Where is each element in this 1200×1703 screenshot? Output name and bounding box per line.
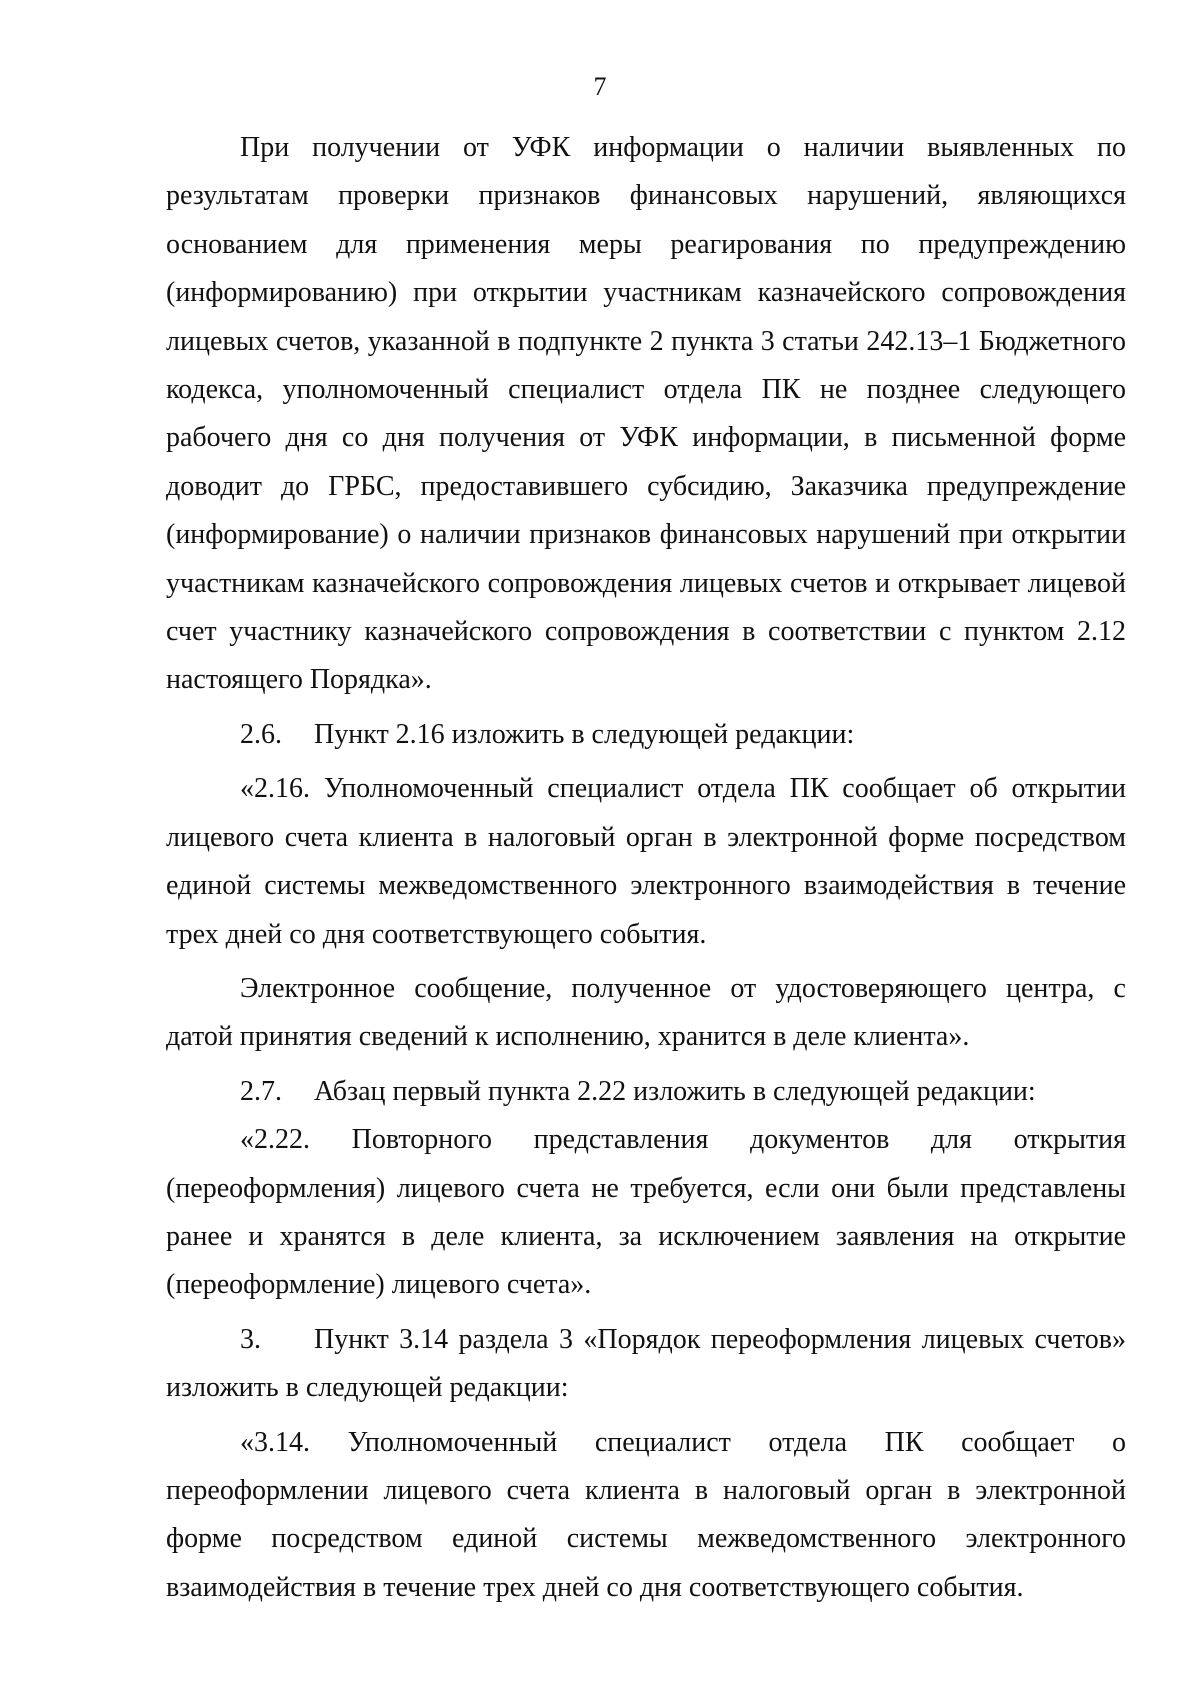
paragraph-3-14: «3.14. Уполномоченный специалист отдела ПК сообщает о переоформлении лицевого счета клиента в налоговый орган в электронной форме посредством единой системы межведомственного электронного взаимодействия в течение трех дней со дня соответствующего события. (166, 1426, 1126, 1603)
item-2-7 (166, 1068, 1126, 1116)
item-2-6-number: 2.6. (240, 718, 282, 750)
item-3 (166, 1316, 1126, 1413)
paragraph-2-16: «2.16. Уполномоченный специалист отдела ПК сообщает об открытии лицевого счета клиента в налоговый орган в электронной форме посредством единой системы межведомственного электронного взаимодействия в течение трех дней со дня соответствующего события. (166, 773, 1126, 950)
item-3-text: Пункт 3.14 раздела 3 «Порядок переоформления лицевых счетов» изложить в следующей редакции: (166, 1323, 1126, 1404)
page-number: 7 (593, 72, 607, 101)
item-3-number: 3. (240, 1323, 261, 1355)
item-2-7-text: Абзац первый пункта 2.22 изложить в следующей редакции: (314, 1075, 1036, 1107)
paragraph-electronic-message: Электронное сообщение, полученное от удостоверяющего центра, с датой принятия сведений к исполнению, хранится в деле клиента». (166, 972, 1126, 1053)
item-2-6-text: Пункт 2.16 изложить в следующей редакции: (314, 718, 855, 750)
item-2-6 (166, 711, 1126, 759)
item-2-7-number: 2.7. (240, 1075, 282, 1107)
paragraph-2-22: «2.22. Повторного представления документов для открытия (переоформления) лицевого счета не требуется, если они были представлены ранее и хранятся в деле клиента, за исключением заявления на открытие (переоформление) лицевого счета». (166, 1124, 1126, 1301)
document-body (166, 124, 1126, 1612)
paragraph-warning-info: При получении от УФК информации о наличии выявленных по результатам проверки признаков финансовых нарушений, являющихся основанием для применения меры реагирования по предупреждению (информированию) при открытии участникам казначейского сопровождения лицевых счетов, указанной в подпункте 2 пункта 3 статьи 242.13–1 Бюджетного кодекса, уполномоченный специалист отдела ПК не позднее следующего рабочего дня со дня получения от УФК информации, в письменной форме доводит до ГРБС, предоставившего субсидию, Заказчика предупреждение (информирование) о наличии признаков финансовых нарушений при открытии участникам казначейского сопровождения лицевых счетов и открывает лицевой счет участнику казначейского сопровождения в соответствии с пунктом 2.12 настоящего Порядка». (166, 132, 1126, 696)
